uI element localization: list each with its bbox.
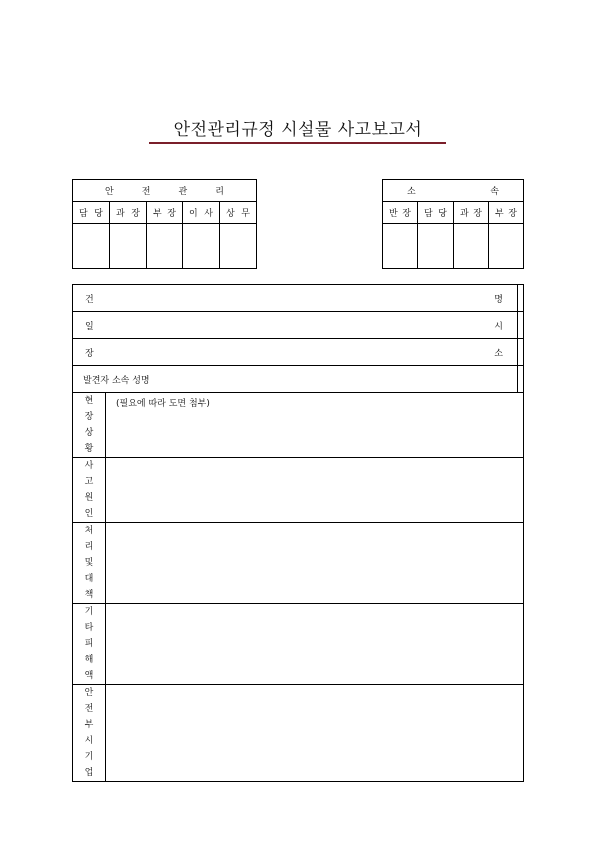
approval-header-department: 소 속: [383, 180, 524, 202]
approval-table-department: [382, 179, 524, 269]
role-cell: 담 당: [418, 202, 454, 224]
role-cell: 과 장: [110, 202, 147, 224]
role-cell: 이 사: [183, 202, 220, 224]
handling-field[interactable]: [106, 523, 524, 604]
signature-box[interactable]: [454, 224, 489, 269]
approval-header-safety: 안 전 관 리: [73, 180, 257, 202]
page-title: 안전관리규정 시설물 사고보고서: [173, 120, 423, 140]
signature-box[interactable]: [418, 224, 454, 269]
subject-label: 건 명: [73, 285, 518, 312]
place-field[interactable]: [517, 339, 523, 366]
signature-box[interactable]: [489, 224, 524, 269]
role-cell: 부 장: [147, 202, 183, 224]
role-cell: 부 장: [489, 202, 524, 224]
discoverer-field[interactable]: [517, 366, 523, 393]
handling-label: 처 리 및 대 책: [73, 523, 106, 604]
other-damage-field[interactable]: [106, 604, 524, 685]
discoverer-label: 발견자 소속 성명: [73, 366, 518, 393]
role-cell: 상 무: [220, 202, 257, 224]
site-status-note: (필요에 따라 도면 첨부): [116, 399, 210, 409]
signature-box[interactable]: [110, 224, 147, 269]
other-damage-label: 기 타 피 해 액: [73, 604, 106, 685]
accident-cause-label: 사 고 원 인: [73, 458, 106, 523]
site-status-field[interactable]: [106, 393, 524, 458]
site-status-label: 현 장 상 황: [73, 393, 106, 458]
role-cell: 과 장: [454, 202, 489, 224]
safety-dept-field[interactable]: [106, 685, 524, 782]
signature-box[interactable]: [383, 224, 418, 269]
signature-box[interactable]: [220, 224, 257, 269]
datetime-label: 일 시: [73, 312, 518, 339]
datetime-field[interactable]: [517, 312, 523, 339]
role-cell: 담 당: [73, 202, 110, 224]
safety-dept-label: 안 전 부 시 기 업: [73, 685, 106, 782]
signature-box[interactable]: [147, 224, 183, 269]
accident-cause-field[interactable]: [106, 458, 524, 523]
approval-table-safety: [72, 179, 257, 269]
subject-field[interactable]: [517, 285, 523, 312]
signature-box[interactable]: [73, 224, 110, 269]
role-cell: 반 장: [383, 202, 418, 224]
report-table: [72, 284, 524, 782]
title-underline: [149, 142, 446, 144]
place-label: 장 소: [73, 339, 518, 366]
signature-box[interactable]: [183, 224, 220, 269]
